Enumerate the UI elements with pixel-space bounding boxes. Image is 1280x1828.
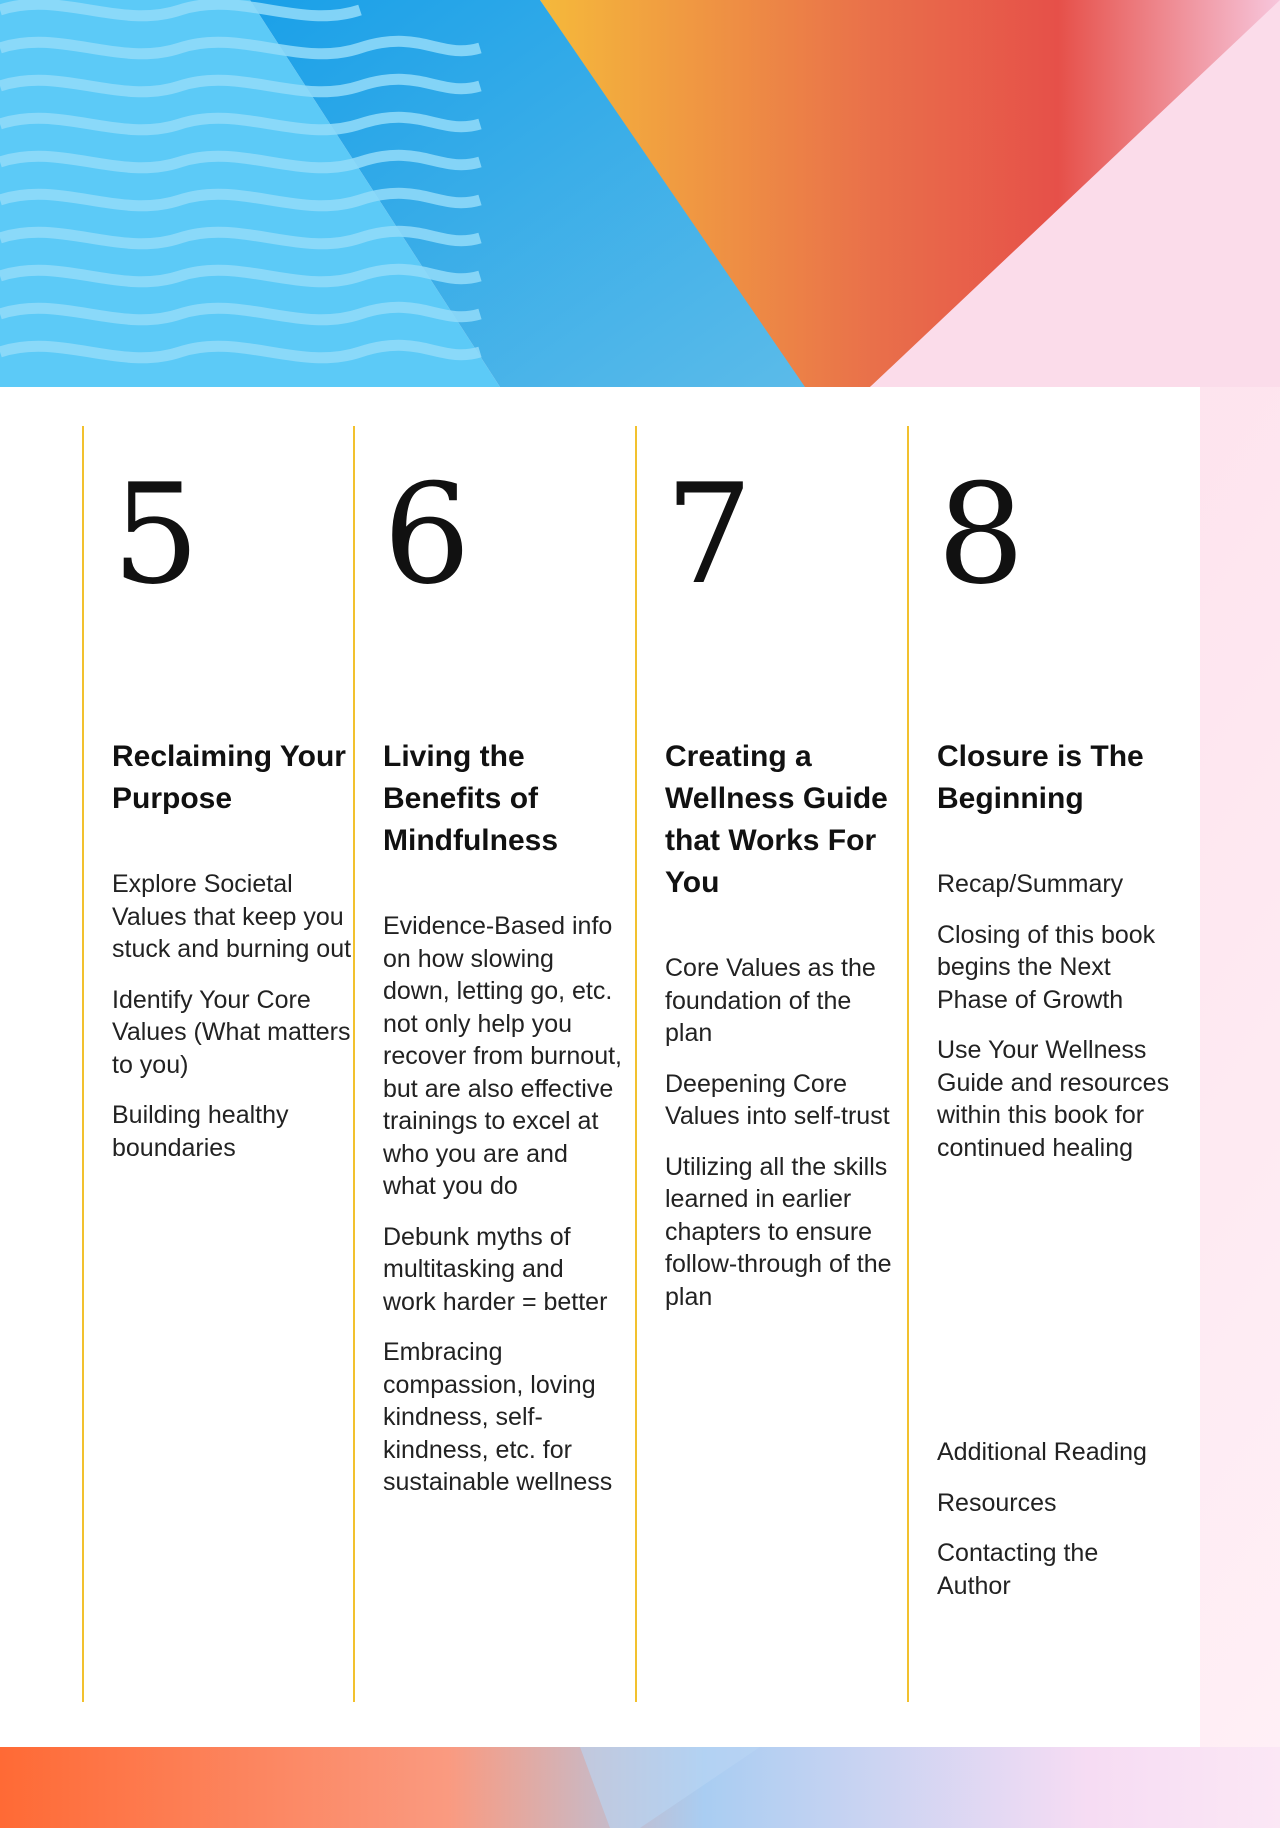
topic-item: Building healthy boundaries [112,1101,289,1162]
chapter-topics [937,868,1177,1182]
chapter-title: Creating a Wellness Guide that Works For You [665,740,888,899]
chapter-column-8 [907,426,1169,1702]
chapter-column-6 [353,426,622,1702]
chapter-column-5 [82,426,352,1702]
chapter-number: 7 [665,454,753,615]
chapter-title: Reclaiming Your Purpose [112,740,346,815]
appendix-list [937,1436,1177,1620]
chapter-number: 6 [383,454,471,615]
topic-item: Core Values as the foundation of the plan [665,954,876,1047]
topic-item: Debunk myths of multitasking and work harder = better [383,1222,608,1316]
chapter-number: 8 [937,454,1025,615]
chapter-topics [383,910,623,1517]
topic-item: Deepening Core Values into self-trust [665,1069,890,1130]
chapter-number: 5 [112,454,200,615]
chapter-title: Living the Benefits of Mindfulness [383,740,559,857]
topic-item: Closing of this book begins the Next Phase of Growth [937,920,1156,1014]
topic-item: Evidence-Based info on how slowing down, letting go, etc. not only help you recover from burnout, but are also effective trainings to excel at who you are and what you do [383,912,622,1200]
chapter-title: Closure is The Beginning [937,740,1144,815]
chapter-topics [112,868,352,1182]
topic-item: Recap/Summary [937,870,1124,898]
appendix-item: Additional Reading [937,1438,1147,1466]
topic-item: Use Your Wellness Guide and resources within this book for continued healing [937,1036,1170,1162]
topic-item: Embracing compassion, loving kindness, self-kindness, etc. for sustainable wellness [383,1338,613,1496]
topic-item: Identify Your Core Values (What matters to you) [112,985,351,1079]
appendix-item: Contacting the Author [937,1539,1099,1600]
topic-item: Utilizing all the skills learned in earlier chapters to ensure follow-through of the plan [665,1152,892,1311]
chapter-column-7 [635,426,897,1702]
topic-item: Explore Societal Values that keep you stuck and burning out [112,870,352,963]
chapter-topics [665,952,905,1331]
appendix-item: Resources [937,1488,1057,1517]
